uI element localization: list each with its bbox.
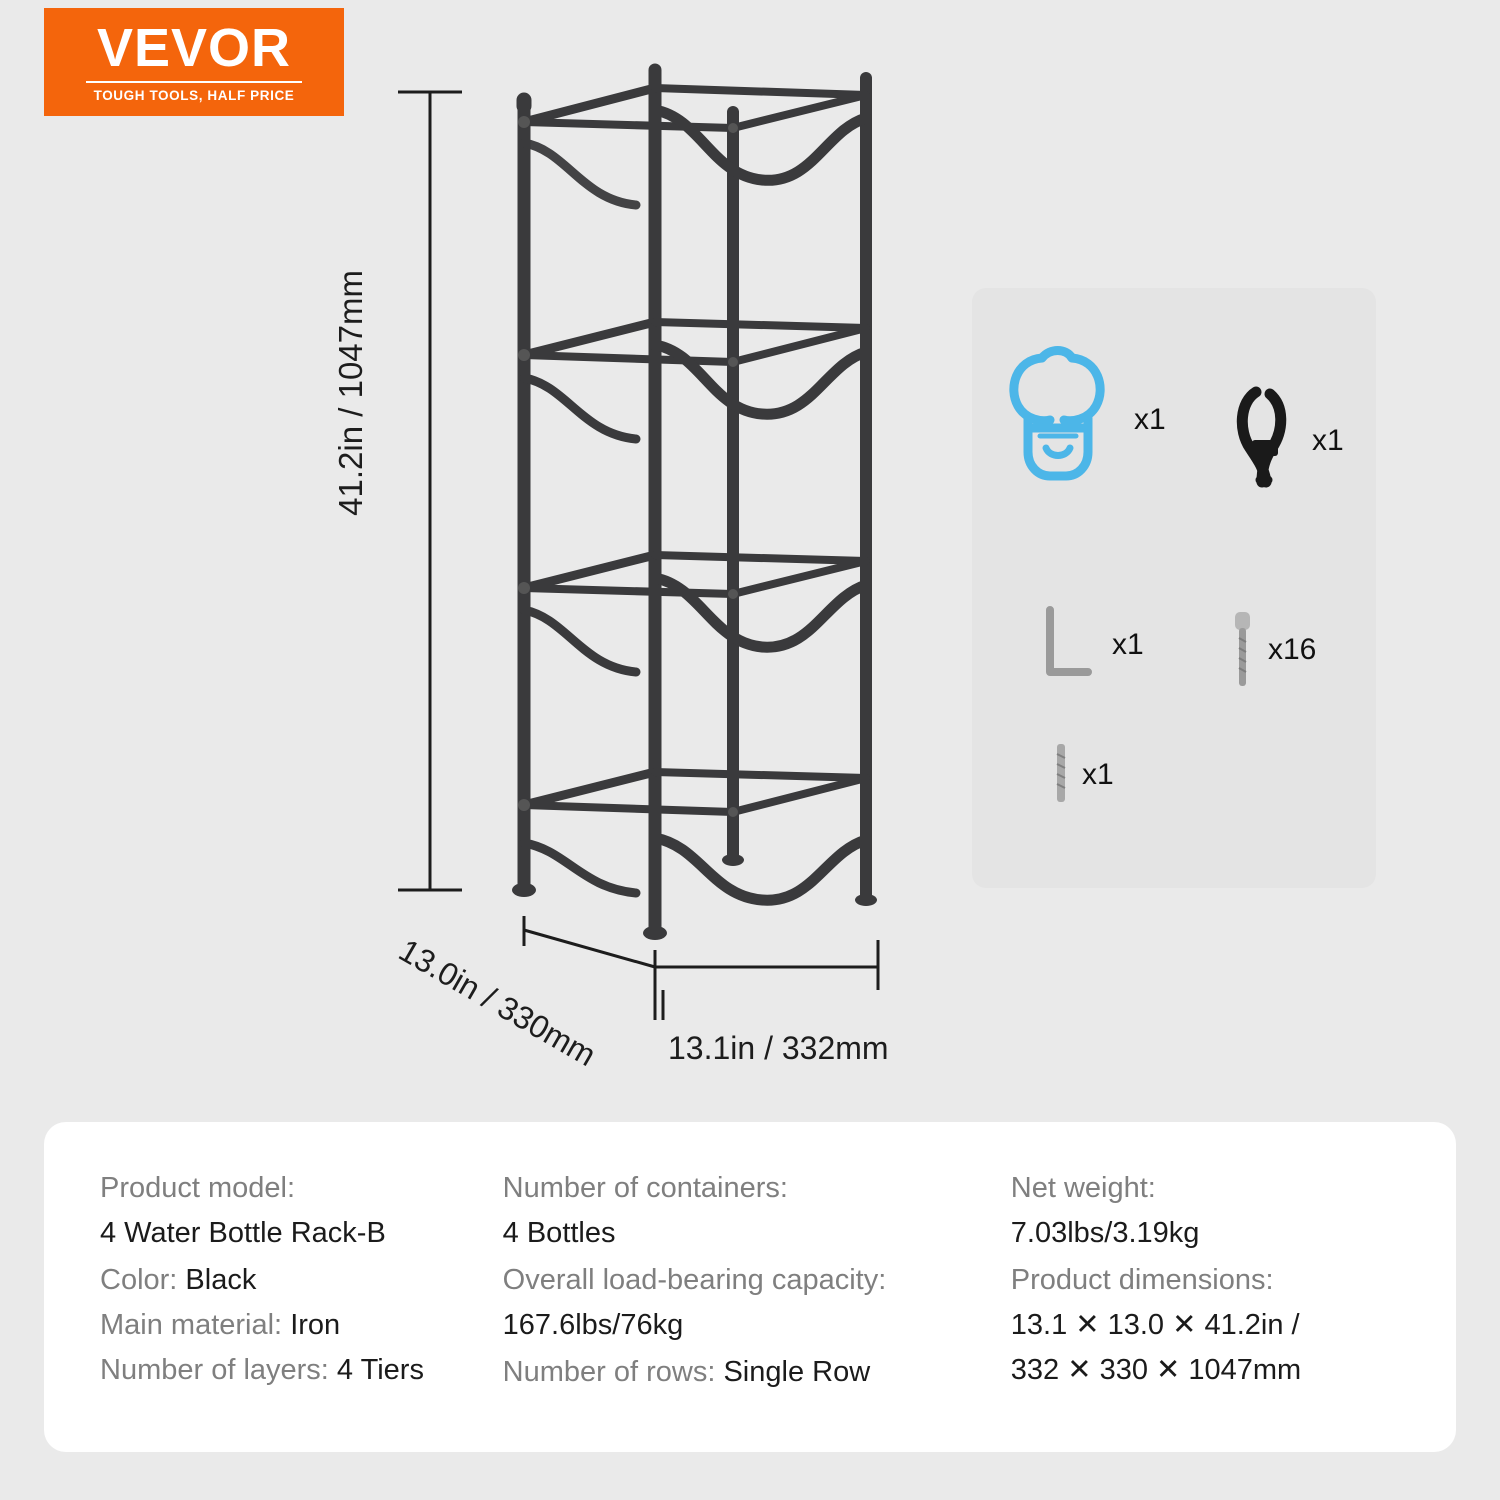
spec-number-of-layers (100, 1348, 503, 1393)
part-hex-key (1030, 600, 1144, 690)
specification-card (44, 1122, 1456, 1452)
brand-name: VEVOR (96, 18, 292, 78)
spec-label: Color: (100, 1263, 178, 1296)
part-wall-anchor (1050, 740, 1114, 810)
spec-label: Overall load-bearing capacity: (502, 1263, 887, 1296)
spec-label: Number of containers: (502, 1172, 788, 1204)
carry-strap-icon (1230, 386, 1302, 496)
screw-icon (1228, 608, 1258, 692)
spec-value: 167.6lbs/76kg (502, 1308, 684, 1341)
spec-value: 7.03lbs/3.19kg (1010, 1216, 1200, 1249)
spec-label: Net weight: (1010, 1172, 1156, 1204)
part-qty: x1 (1112, 628, 1144, 661)
spec-value: Single Row (723, 1355, 871, 1388)
spec-main-material (100, 1303, 503, 1348)
part-qty: x1 (1312, 424, 1344, 457)
spec-column-2 (503, 1166, 1011, 1452)
spec-label: Number of layers: (100, 1353, 329, 1386)
part-carry-strap (1230, 386, 1344, 496)
spec-value-line2: 332 ✕ 330 ✕ 1047mm (1010, 1353, 1302, 1386)
included-parts-panel (972, 288, 1376, 888)
width-dimension-label: 13.1in / 332mm (668, 1030, 889, 1066)
spec-net-weight (1011, 1166, 1400, 1256)
spec-product-model (100, 1166, 503, 1256)
spec-product-dimensions (1011, 1258, 1400, 1393)
spec-label: Number of rows: (502, 1355, 716, 1388)
spec-value: 4 Tiers (336, 1353, 424, 1386)
bottle-handle-icon (994, 340, 1124, 500)
spec-value: Iron (290, 1308, 341, 1341)
part-qty: x16 (1268, 633, 1317, 666)
spec-load-bearing-capacity (503, 1258, 1011, 1348)
spec-column-3 (1011, 1166, 1400, 1452)
part-bottle-handle (994, 340, 1166, 500)
spec-value: 4 Bottles (502, 1216, 616, 1249)
spec-label: Main material: (100, 1308, 283, 1341)
spec-label: Product dimensions: (1010, 1263, 1274, 1296)
hex-key-icon (1030, 600, 1102, 690)
spec-color (100, 1258, 503, 1303)
spec-number-of-rows (503, 1350, 1011, 1395)
wall-anchor-icon (1050, 740, 1072, 810)
part-qty: x1 (1082, 758, 1114, 791)
depth-dimension-label: 13.0in / 330mm (393, 931, 603, 1074)
spec-value: Black (185, 1263, 257, 1296)
part-screw (1228, 608, 1316, 692)
spec-number-of-containers (503, 1166, 1011, 1256)
height-dimension-label: 41.2in / 1047mm (332, 270, 369, 516)
spec-column-1 (100, 1166, 503, 1452)
spec-value: 4 Water Bottle Rack-B (100, 1216, 386, 1249)
spec-label: Product model: (100, 1172, 296, 1204)
spec-value: 13.1 ✕ 13.0 ✕ 41.2in / (1010, 1308, 1300, 1341)
brand-tagline: TOUGH TOOLS, HALF PRICE (93, 88, 295, 103)
part-qty: x1 (1134, 403, 1166, 436)
